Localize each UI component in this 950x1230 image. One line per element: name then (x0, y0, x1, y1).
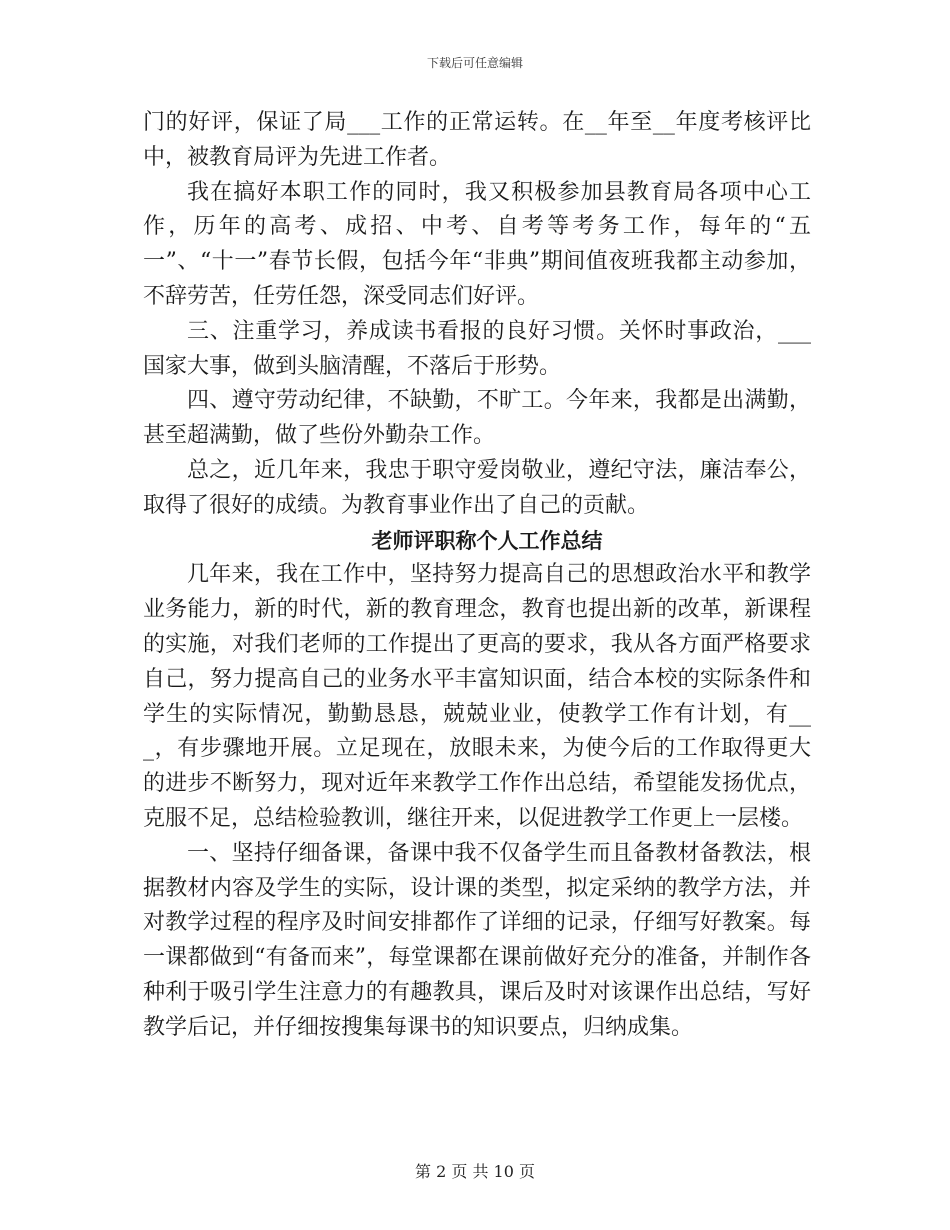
document-body (143, 106, 811, 1046)
header-note: 下载后可任意编辑 (426, 56, 523, 70)
page-footer: 第 2 页 共 10 页 (415, 1162, 535, 1181)
section-title: 老师评职称个人工作总结 (371, 527, 603, 553)
paragraph-2: 我在搞好本职工作的同时，我又积极参加县教育局各项中心工作，历年的高考、成招、中考、自考等考务工作，每年的“五一”、“十一”春节长假，包括今年“非典”期间值夜班我都主动参加，不辞劳苦，任劳任怨，深受同志们好评。 (143, 179, 811, 309)
paragraph-5: 总之，近几年来，我忠于职守爱岗敬业，遵纪守法，廉洁奉公，取得了很好的成绩。为教育事业作出了自己的贡献。 (143, 457, 811, 518)
paragraph-1: 门的好评，保证了局___工作的正常运转。在__年至__年度考核评比中，被教育局评为先进工作者。 (143, 110, 811, 170)
paragraph-4: 四、遵守劳动纪律，不缺勤，不旷工。今年来，我都是出满勤，甚至超满勤，做了些份外勤杂工作。 (143, 388, 811, 449)
paragraph-6: 几年来，我在工作中，坚持努力提高自己的思想政治水平和教学业务能力，新的时代，新的教育理念，教育也提出新的改革，新课程的实施，对我们老师的工作提出了更高的要求，我从各方面严格要求自己，努力提高自己的业务水平丰富知识面，结合本校的实际条件和学生的实际情况，勤勤恳恳，兢兢业业，使教学工作有计划，有___，有步骤地开展。立足现在，放眼未来，为使今后的工作取得更大的进步不断努力，现对近年来教学工作作出总结，希望能发扬优点，克服不足，总结检验教训，继往开来，以促进教学工作更上一层楼。 (143, 562, 811, 831)
paragraph-7: 一、坚持仔细备课，备课中我不仅备学生而且备教材备教法，根据教材内容及学生的实际，设计课的类型，拟定采纳的教学方法，并对教学过程的程序及时间安排都作了详细的记录，仔细写好教案。每一课都做到“有备而来”，每堂课都在课前做好充分的准备，并制作各种利于吸引学生注意力的有趣教具，课后及时对该课作出总结，写好教学后记，并仔细按搜集每课书的知识要点，归纳成集。 (143, 840, 811, 1040)
paragraph-3: 三、注重学习，养成读书看报的良好习惯。关怀时事政治，___国家大事，做到头脑清醒，不落后于形势。 (143, 318, 811, 379)
